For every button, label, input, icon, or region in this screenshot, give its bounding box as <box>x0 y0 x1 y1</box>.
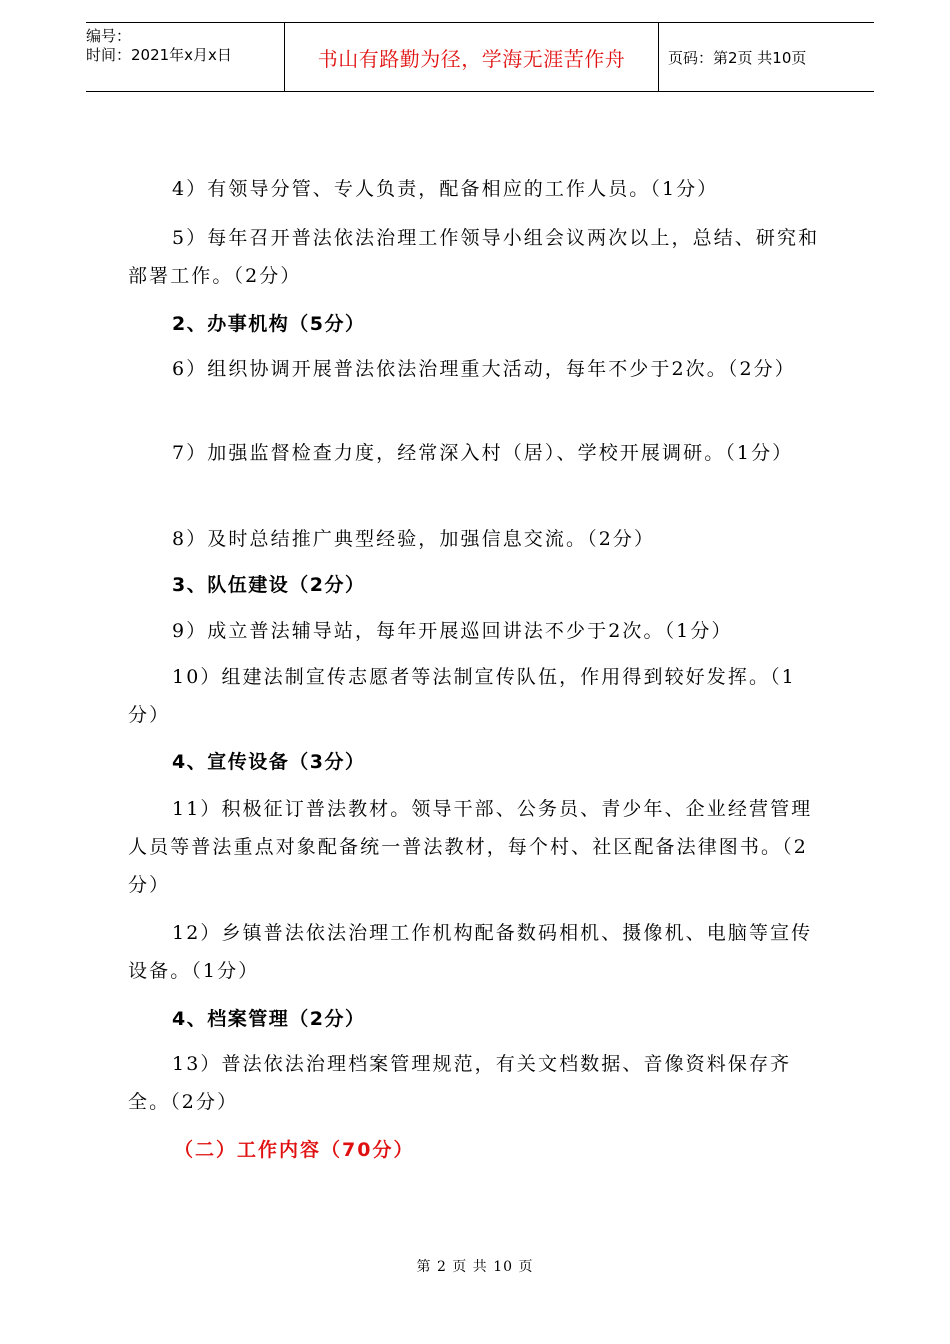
item-7-text: 7）加强监督检查力度，经常深入村（居）、学校开展调研。（1分） <box>172 442 794 464</box>
item-5 <box>128 219 828 295</box>
header-meta <box>86 23 285 91</box>
item-11 <box>128 790 828 904</box>
item-11-text: 11）积极征订普法教材。领导干部、公务员、青少年、企业经营管理人员等普法重点对象配备统一普法教材，每个村、社区配备法律图书。（2分） <box>128 798 813 896</box>
item-13-text: 13）普法依法治理档案管理规范，有关文档数据、音像资料保存齐全。（2分） <box>128 1053 792 1113</box>
item-13 <box>128 1045 828 1121</box>
item-8 <box>128 520 828 558</box>
item-4 <box>128 170 828 208</box>
item-9 <box>128 612 828 650</box>
item-9-text: 9）成立普法辅导站，每年开展巡回讲法不少于2次。（1分） <box>172 620 733 642</box>
section-heading-work-content: （二）工作内容（70分） <box>174 1139 415 1161</box>
header-motto: 书山有路勤为径，学海无涯苦作舟 <box>285 23 659 91</box>
number-label: 编号： <box>86 27 132 45</box>
item-7 <box>128 434 828 472</box>
section-heading-archives: 4、档案管理（2分） <box>172 1008 366 1030</box>
item-6 <box>128 350 828 388</box>
section-heading-equipment: 4、宣传设备（3分） <box>172 751 366 773</box>
section-heading-office: 2、办事机构（5分） <box>172 313 366 335</box>
item-5-text: 5）每年召开普法依法治理工作领导小组会议两次以上，总结、研究和部署工作。（2分） <box>128 227 820 287</box>
item-12 <box>128 914 828 990</box>
time-label: 时间：2021年x月x日 <box>86 46 232 64</box>
section-heading-team: 3、队伍建设（2分） <box>172 574 366 596</box>
item-10-text: 10）组建法制宣传志愿者等法制宣传队伍，作用得到较好发挥。（1分） <box>128 666 796 726</box>
item-12-text: 12）乡镇普法依法治理工作机构配备数码相机、摄像机、电脑等宣传设备。（1分） <box>128 922 813 982</box>
item-6-text: 6）组织协调开展普法依法治理重大活动，每年不少于2次。（2分） <box>172 358 796 380</box>
item-10 <box>128 658 828 734</box>
document-header <box>86 22 874 92</box>
item-4-text: 4）有领导分管、专人负责，配备相应的工作人员。（1分） <box>172 178 719 200</box>
page-footer: 第 2 页 共 10 页 <box>416 1259 534 1275</box>
item-8-text: 8）及时总结推广典型经验，加强信息交流。（2分） <box>172 528 656 550</box>
header-page-info: 页码：第2页 共10页 <box>668 48 807 67</box>
